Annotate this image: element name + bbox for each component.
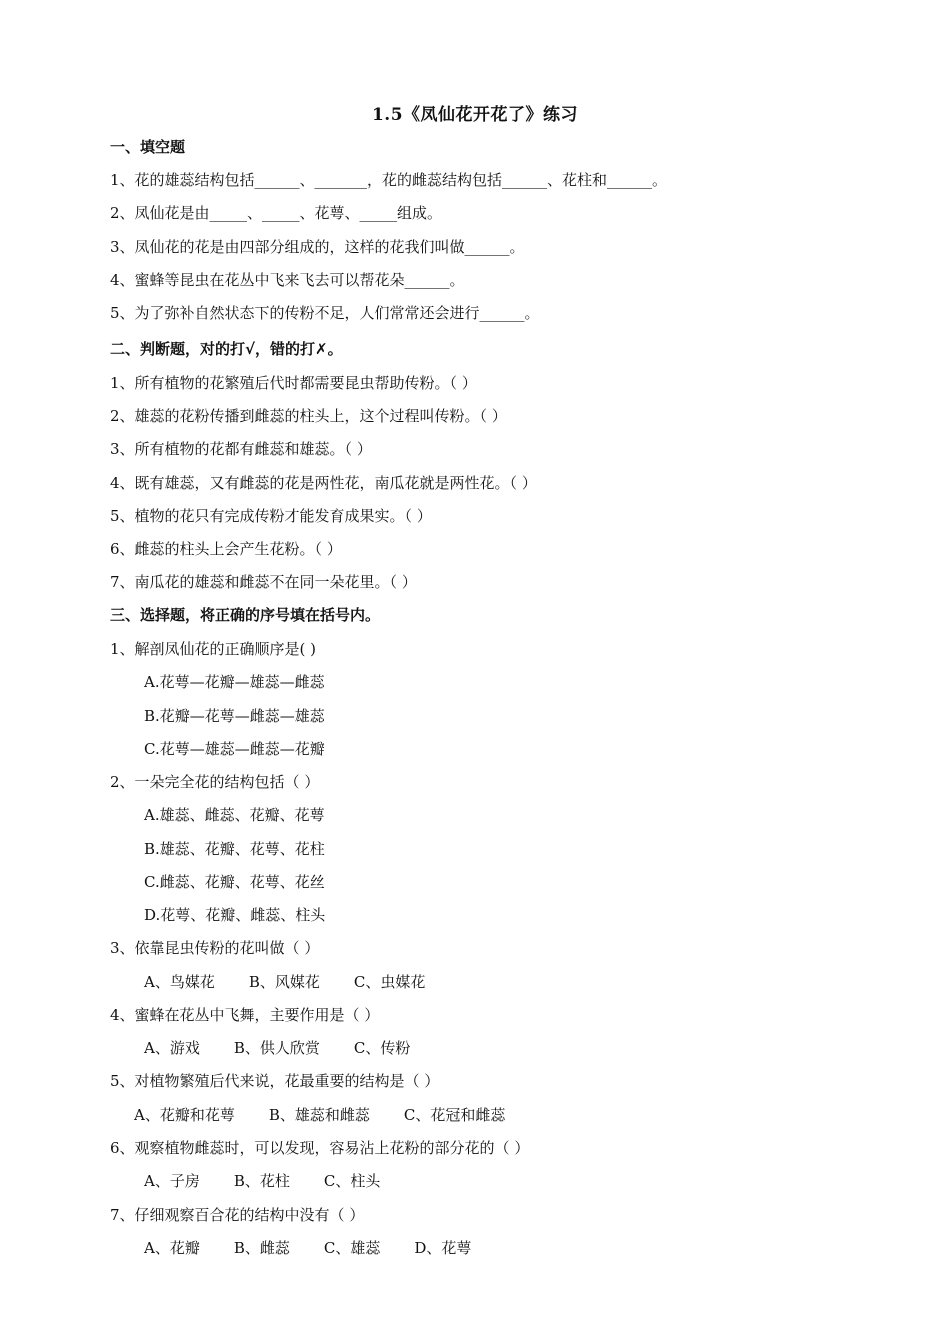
choice-q6-option-a: A、子房	[144, 1172, 200, 1190]
choice-q5-option-b: B、雄蕊和雌蕊	[268, 1106, 370, 1124]
choice-q2-option-c: C.雌蕊、花瓣、花萼、花丝	[144, 873, 325, 891]
section-heading-fill: 一、填空题	[110, 138, 186, 156]
choice-q4-option-b: B、供人欣赏	[233, 1039, 320, 1057]
choice-q2-stem: 2、一朵完全花的结构包括（ ）	[110, 773, 320, 791]
fill-item-2: 2、凤仙花是由_____、_____、花萼、_____组成。	[110, 204, 443, 222]
choice-q5-option-c: C、花冠和雌蕊	[403, 1106, 506, 1124]
choice-q6-options	[144, 1170, 380, 1191]
judge-item-1: 1、所有植物的花繁殖后代时都需要昆虫帮助传粉。（ ）	[110, 374, 477, 392]
choice-q1-option-b: B.花瓣—花萼—雌蕊—雄蕊	[144, 707, 325, 725]
choice-q4-option-c: C、传粉	[353, 1039, 411, 1057]
choice-q1-stem: 1、解剖凤仙花的正确顺序是( )	[110, 640, 317, 658]
choice-q7-options	[144, 1237, 471, 1258]
choice-q5-options	[134, 1104, 505, 1125]
choice-q2-option-d: D.花萼、花瓣、雌蕊、柱头	[144, 906, 326, 924]
choice-q3-stem: 3、依靠昆虫传粉的花叫做（ ）	[110, 939, 320, 957]
judge-item-3: 3、所有植物的花都有雌蕊和雄蕊。（ ）	[110, 440, 372, 458]
judge-item-6: 6、雌蕊的柱头上会产生花粉。（ ）	[110, 540, 342, 558]
fill-item-1: 1、花的雄蕊结构包括______、_______，花的雌蕊结构包括______、花柱和______。	[110, 171, 668, 189]
section-heading-judge: 二、判断题，对的打√，错的打✗。	[110, 340, 343, 358]
choice-q1-option-a: A.花萼—花瓣—雄蕊—雌蕊	[144, 673, 325, 691]
fill-item-5: 5、为了弥补自然状态下的传粉不足，人们常常还会进行______。	[110, 304, 540, 322]
choice-q7-option-b: B、雌蕊	[233, 1239, 290, 1257]
choice-q4-options	[144, 1037, 410, 1058]
judge-item-4: 4、既有雄蕊，又有雌蕊的花是两性花，南瓜花就是两性花。（ ）	[110, 474, 537, 492]
choice-q7-stem: 7、仔细观察百合花的结构中没有（ ）	[110, 1206, 365, 1224]
choice-q3-options	[144, 971, 425, 992]
choice-q7-option-c: C、雄蕊	[323, 1239, 381, 1257]
choice-q3-option-b: B、风媒花	[248, 973, 320, 991]
choice-q4-option-a: A、游戏	[144, 1039, 200, 1057]
page-title: 1.5《凤仙花开花了》练习	[371, 105, 579, 125]
choice-q2-option-a: A.雄蕊、雌蕊、花瓣、花萼	[144, 806, 325, 824]
choice-q3-option-c: C、虫媒花	[353, 973, 426, 991]
choice-q3-option-a: A、鸟媒花	[144, 973, 215, 991]
fill-item-3: 3、凤仙花的花是由四部分组成的，这样的花我们叫做______。	[110, 238, 525, 256]
choice-q6-option-b: B、花柱	[233, 1172, 290, 1190]
judge-item-5: 5、植物的花只有完成传粉才能发育成果实。（ ）	[110, 507, 432, 525]
choice-q2-option-b: B.雄蕊、花瓣、花萼、花柱	[144, 840, 325, 858]
choice-q6-stem: 6、观察植物雌蕊时，可以发现，容易沾上花粉的部分花的（ ）	[110, 1139, 530, 1157]
choice-q5-option-a: A、花瓣和花萼	[134, 1106, 235, 1124]
choice-q7-option-d: D、花萼	[414, 1239, 472, 1257]
judge-item-2: 2、雄蕊的花粉传播到雌蕊的柱头上，这个过程叫传粉。（ ）	[110, 407, 507, 425]
choice-q1-option-c: C.花萼—雄蕊—雌蕊—花瓣	[144, 740, 325, 758]
choice-q4-stem: 4、蜜蜂在花丛中飞舞，主要作用是（ ）	[110, 1006, 380, 1024]
choice-q6-option-c: C、柱头	[323, 1172, 381, 1190]
fill-item-4: 4、蜜蜂等昆虫在花丛中飞来飞去可以帮花朵______。	[110, 271, 465, 289]
choice-q5-stem: 5、对植物繁殖后代来说，花最重要的结构是（ ）	[110, 1072, 440, 1090]
section-heading-choice: 三、选择题，将正确的序号填在括号内。	[110, 606, 381, 624]
judge-item-7: 7、南瓜花的雄蕊和雌蕊不在同一朵花里。（ ）	[110, 573, 417, 591]
choice-q7-option-a: A、花瓣	[144, 1239, 200, 1257]
